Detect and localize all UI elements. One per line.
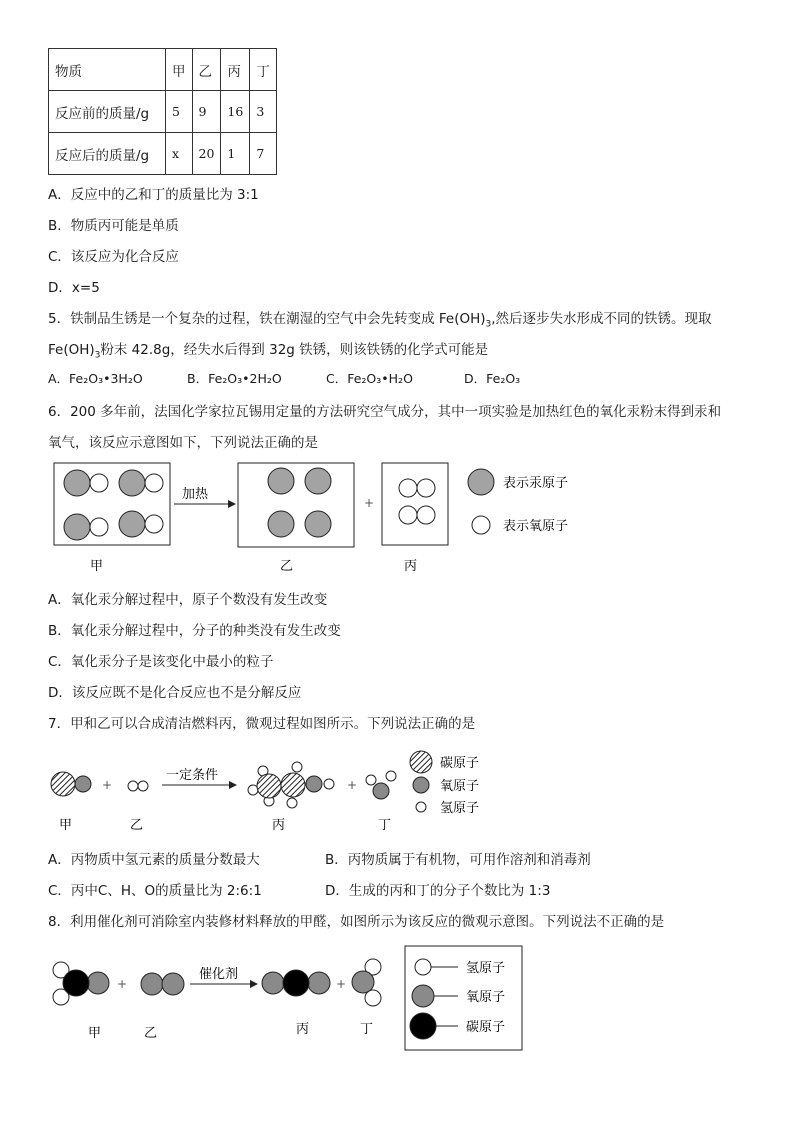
q6-option-b: B．氧化汞分解过程中，分子的种类没有发生改变 [48, 623, 341, 639]
table-cell: 3 [250, 91, 277, 133]
carbon-atom [283, 970, 309, 996]
table-header-cell: 物质 [49, 49, 166, 91]
q7-option-b: B．丙物质属于有机物，可用作溶剂和消毒剂 [325, 852, 591, 868]
q7-option-c: C．丙中C、H、O的质量比为 2:6:1 [48, 883, 262, 899]
q5-stem-text: 5．铁制品生锈是一个复杂的过程，铁在潮湿的空气中会先转变成 Fe(OH) [48, 311, 486, 327]
q6-option-d: D．该反应既不是化合反应也不是分解反应 [48, 685, 302, 701]
q6-option-c: C．氧化汞分子是该变化中最小的粒子 [48, 654, 274, 670]
q5-option-a: A．Fe₂O₃•3H₂O [48, 371, 143, 386]
oxygen-atom [308, 972, 330, 994]
plus-sign: + [347, 778, 358, 792]
table-cell: 16 [221, 91, 250, 133]
legend-carbon-label: 碳原子 [440, 756, 480, 771]
label-yi: 乙 [144, 1026, 158, 1041]
q5-stem-text: 粉末 42.8g，经失水后得到 32g 铁锈，则该铁锈的化学式可能是 [100, 342, 489, 358]
plus-sign: + [102, 778, 113, 792]
q4-option-c: C．该反应为化合反应 [48, 249, 179, 265]
table-header-cell: 乙 [192, 49, 221, 91]
q4-option-b: B．物质丙可能是单质 [48, 218, 179, 234]
q8-stem: 8．利用催化剂可消除室内装修材料释放的甲醛，如图所示为该反应的微观示意图。下列说法不正确的是 [48, 914, 665, 930]
subscript: 3 [94, 350, 101, 361]
q4-option-d: D．x=5 [48, 280, 100, 296]
plus-sign: + [364, 496, 375, 510]
legend-hydrogen-label: 氢原子 [440, 801, 480, 816]
legend-mercury-label: 表示汞原子 [503, 476, 569, 491]
arrow-head [250, 980, 258, 988]
oxygen-atom [162, 973, 184, 995]
legend-oxygen-label: 氧原子 [440, 779, 480, 794]
water-molecule [352, 959, 381, 1006]
q7-stem: 7．甲和乙可以合成清洁燃料丙，微观过程如图所示。下列说法正确的是 [48, 716, 476, 732]
legend-carbon-atom [410, 1013, 436, 1039]
carbon-atom [63, 970, 89, 996]
label-bing: 丙 [296, 1022, 310, 1037]
q4-option-a: A．反应中的乙和丁的质量比为 3:1 [48, 187, 259, 203]
table-cell: 7 [250, 133, 277, 175]
legend-hydrogen-label: 氢原子 [466, 961, 506, 976]
plus-sign: + [117, 977, 128, 991]
co2-molecule [262, 970, 330, 996]
table-header-cell: 甲 [166, 49, 193, 91]
q5-stem-text: ,然后逐步失水形成不同的铁锈。现取 [491, 311, 712, 327]
q7-option-a: A．丙物质中氢元素的质量分数最大 [48, 852, 260, 868]
subscript: 3 [485, 319, 492, 330]
formaldehyde-molecule [53, 962, 109, 1005]
label-jia: 甲 [88, 1026, 102, 1041]
oxygen-atom [262, 972, 284, 994]
oxygen-atom [87, 972, 109, 994]
q5-option-b: B．Fe₂O₃•2H₂O [187, 371, 282, 386]
label-ding: 丁 [360, 1022, 374, 1037]
table-cell: 反应后的质量/g [49, 133, 166, 175]
q6-stem-line1: 6．200 多年前，法国化学家拉瓦锡用定量的方法研究空气成分，其中一项实验是加热红色的氧化汞粉末得到汞和 [48, 404, 722, 420]
table-cell: 9 [192, 91, 221, 133]
oxygen-atom [141, 973, 163, 995]
table-cell: 反应前的质量/g [49, 91, 166, 133]
table-header-cell: 丙 [221, 49, 250, 91]
table-cell: 5 [166, 91, 193, 133]
legend-carbon-label: 碳原子 [466, 1020, 506, 1035]
label-yi: 乙 [280, 559, 294, 574]
table-header-cell: 丁 [250, 49, 277, 91]
label-jia: 甲 [90, 559, 104, 574]
plus-sign: + [336, 977, 347, 991]
label-bing: 丙 [404, 559, 418, 574]
q7-option-d: D．生成的丙和丁的分子个数比为 1:3 [325, 883, 551, 899]
legend-oxygen-label: 氧原子 [466, 990, 506, 1005]
arrow-label: 加热 [182, 487, 209, 502]
legend-oxygen-atom [412, 985, 434, 1007]
q6-stem-line2: 氧气，该反应示意图如下，下列说法正确的是 [48, 435, 318, 451]
label-bing: 丙 [272, 818, 286, 833]
table-cell: 20 [192, 133, 221, 175]
table-cell: 1 [221, 133, 250, 175]
label-jia: 甲 [59, 818, 73, 833]
arrow-label: 一定条件 [166, 768, 219, 783]
legend-oxygen-label: 表示氧原子 [503, 519, 569, 534]
arrow-label: 催化剂 [199, 967, 239, 982]
table-cell: x [166, 133, 193, 175]
q5-option-d: D．Fe₂O₃ [464, 371, 521, 386]
legend-hydrogen-atom [415, 959, 431, 975]
q5-option-c: C．Fe₂O₃•H₂O [326, 371, 413, 386]
q6-option-a: A．氧化汞分解过程中，原子个数没有发生改变 [48, 592, 328, 608]
label-yi: 乙 [130, 818, 144, 833]
label-ding: 丁 [378, 818, 392, 833]
oxygen-atom [352, 971, 374, 993]
q5-stem-text: Fe(OH) [48, 342, 95, 358]
o2-molecule [141, 973, 184, 995]
